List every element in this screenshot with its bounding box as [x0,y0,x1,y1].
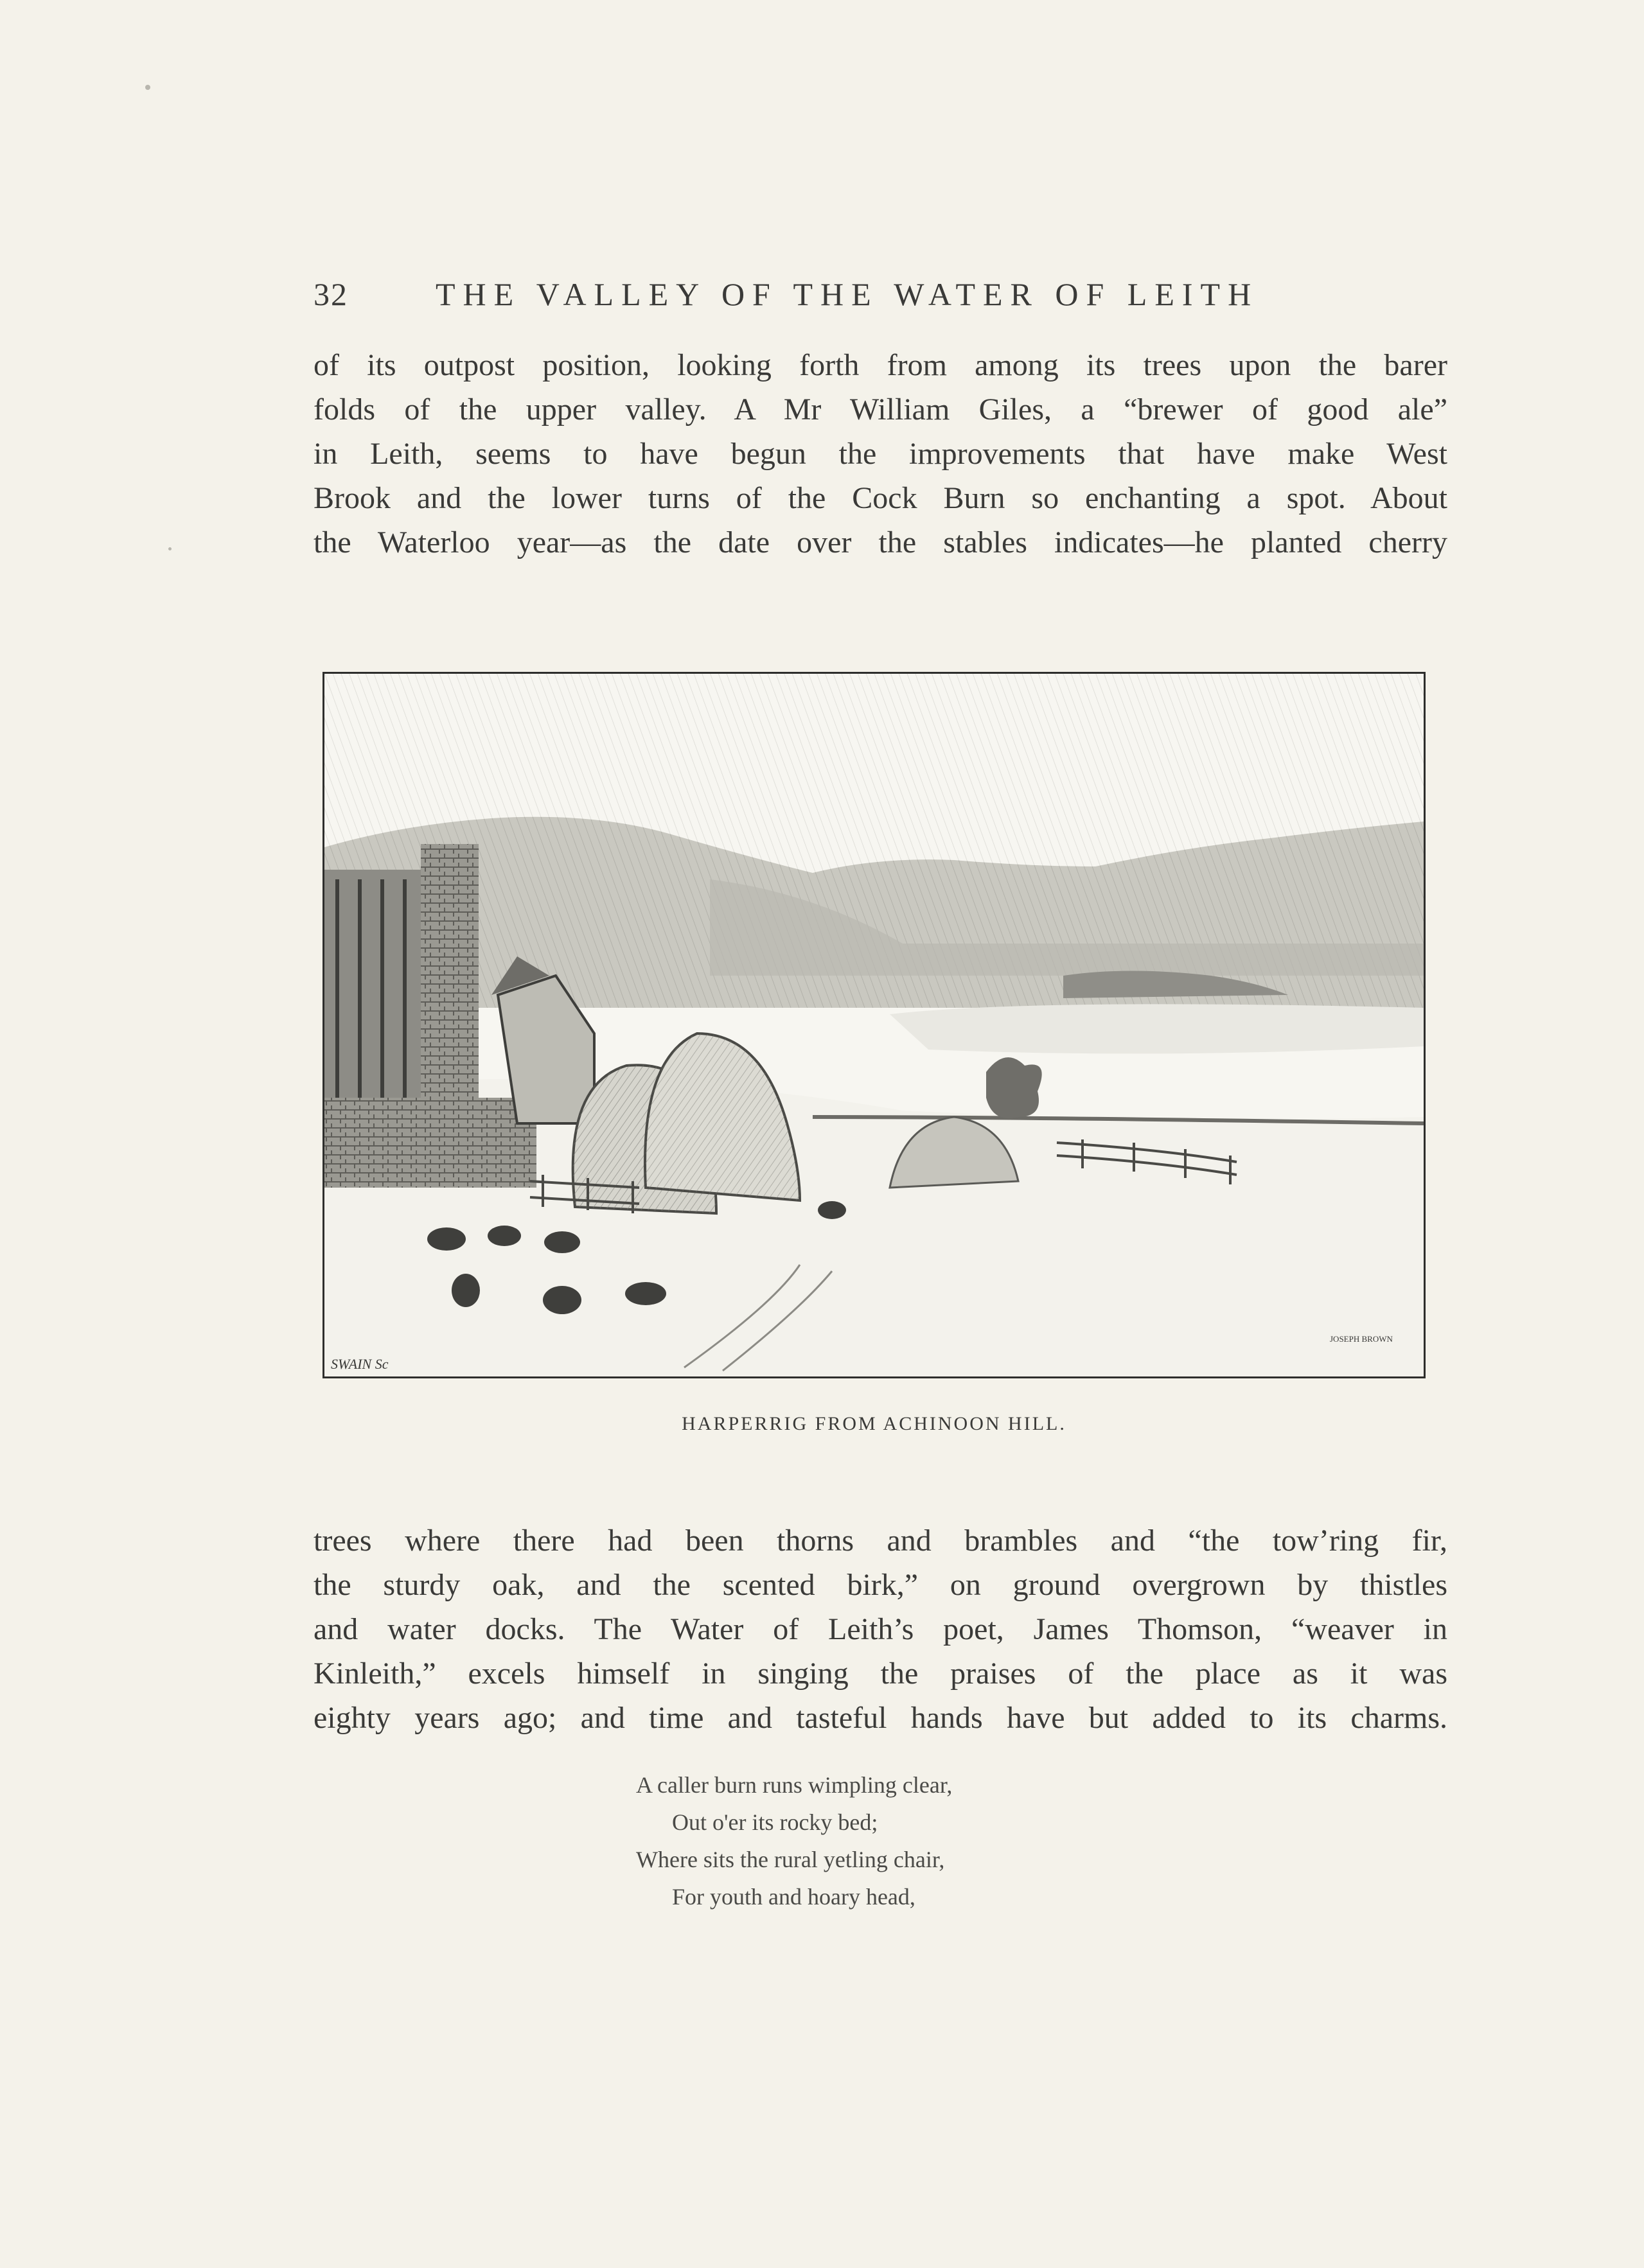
body-text-bottom [314,1518,1447,1740]
text-line: the sturdy oak, and the scented birk,” on ground overgrown by thistles [314,1568,1447,1602]
stone-wall [324,1098,536,1188]
illustration-plate [323,672,1426,1378]
text-line: folds of the upper valley. A Mr William Giles, a “brewer of good ale” [314,392,1447,426]
verse-quotation [636,1766,952,1915]
tree [986,1057,1042,1118]
page-speck [168,547,172,550]
running-title: THE VALLEY OF THE WATER OF LEITH [436,276,1259,312]
verse-line: For youth and hoary head, [672,1884,915,1910]
illustration-caption: HARPERRIG FROM ACHINOON HILL. [682,1413,1066,1434]
artist-signature: JOSEPH BROWN [1330,1334,1393,1344]
running-header [314,268,1335,320]
verse-line: A caller burn runs wimpling clear, [636,1772,953,1798]
text-line: of its outpost position, looking forth from among its trees upon the barer [314,348,1447,382]
verse-line: Where sits the rural yetling chair, [636,1847,945,1872]
verse-line: Out o'er its rocky bed; [672,1809,878,1835]
text-line: trees where there had been thorns and brambles and “the tow’ring fir, [314,1524,1447,1558]
body-text-top [314,343,1447,565]
text-line: eighty years ago; and time and tasteful hands have but added to its charms. [314,1701,1447,1735]
text-line: the Waterloo year—as the date over the stables indicates—he planted cherry [314,525,1447,559]
engraver-signature: SWAIN Sc [331,1356,389,1372]
text-line: Kinleith,” excels himself in singing the praises of the place as it was [314,1657,1447,1691]
page-number: 32 [314,276,348,312]
loch [890,1004,1424,1053]
text-line: and water docks. The Water of Leith’s poet, James Thomson, “weaver in [314,1612,1447,1646]
text-line: in Leith, seems to have begun the improvements that have make West [314,437,1447,471]
text-line: Brook and the lower turns of the Cock Burn so enchanting a spot. About [314,481,1447,515]
page-speck [145,85,150,90]
landscape-engraving [324,674,1424,1376]
